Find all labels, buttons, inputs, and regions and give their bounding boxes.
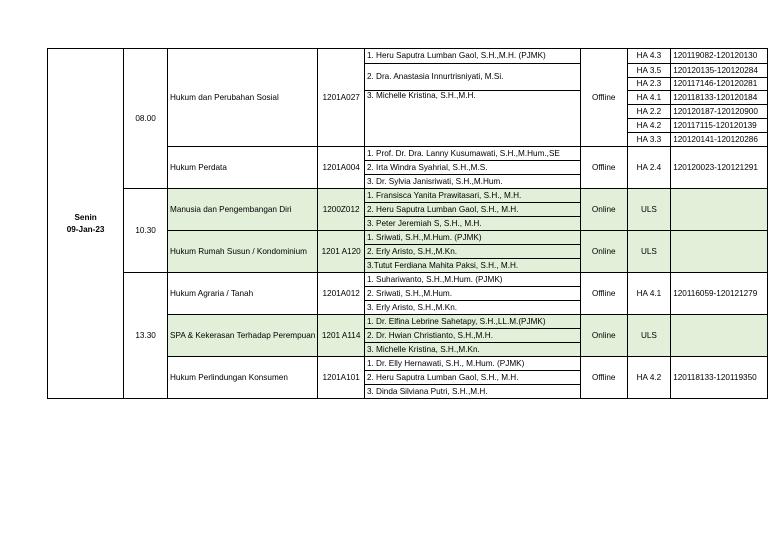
delivery-mode: Online: [580, 231, 627, 273]
lecturer: 3. Michelle Kristina, S.H.,M.Kn.: [364, 343, 580, 357]
table-row: [48, 49, 768, 64]
student-range: 120117115-120120139: [671, 119, 768, 133]
delivery-mode: Offline: [580, 49, 627, 147]
lecturer: 3. Erly Aristo, S.H.,M.Kn.: [364, 301, 580, 315]
student-range: [671, 189, 768, 231]
course-code: 1201A012: [318, 273, 365, 315]
delivery-mode: Offline: [580, 357, 627, 399]
course-name: Hukum Perlindungan Konsumen: [168, 357, 318, 399]
lecturer: 1. Sriwati, S.H.,M.Hum. (PJMK): [364, 231, 580, 245]
lecturer: 1. Prof. Dr. Dra. Lanny Kusumawati, S.H.,M.Hum.,SE: [364, 147, 580, 161]
lecturer: 2. Erly Aristo, S.H.,M.Kn.: [364, 245, 580, 259]
lecturer: 2. Heru Saputra Lumban Gaol, S.H., M.H.: [364, 371, 580, 385]
course-name: Hukum dan Perubahan Sosial: [168, 49, 318, 147]
day-label: Senin: [74, 213, 97, 223]
lecturer: 3. Michelle Kristina, S.H.,M.H.: [364, 91, 580, 147]
course-name: SPA & Kekerasan Terhadap Perempuan: [168, 315, 318, 357]
room: HA 2.4: [627, 147, 671, 189]
lecturer: 1. Suhariwanto, S.H.,M.Hum. (PJMK): [364, 273, 580, 287]
room: ULS: [627, 231, 671, 273]
room: HA 2.2: [627, 105, 671, 119]
lecturer: 1. Dr. Elfina Lebrine Sahetapy, S.H.,LL.M.(PJMK): [364, 315, 580, 329]
room: HA 4.3: [627, 49, 671, 64]
lecturer: 1. Fransisca Yanita Prawitasari, S.H., M.H.: [364, 189, 580, 203]
student-range: [671, 315, 768, 357]
course-code: 1201 A114: [318, 315, 365, 357]
course-name: Hukum Perdata: [168, 147, 318, 189]
room: HA 4.2: [627, 119, 671, 133]
lecturer: 2. Dr. Hwian Christianto, S.H.,M.H.: [364, 329, 580, 343]
lecturer: 2. Sriwati, S.H.,M.Hum.: [364, 287, 580, 301]
lecturer: 1. Heru Saputra Lumban Gaol, S.H.,M.H. (PJMK): [364, 49, 580, 64]
lecturer: 3.Tutut Ferdiana Mahita Paksi, S.H., M.H.: [364, 259, 580, 273]
room: ULS: [627, 315, 671, 357]
room: HA 4.1: [627, 273, 671, 315]
lecturer: 3. Dr. Sylvia Janisriwati, S.H.,M.Hum.: [364, 175, 580, 189]
student-range: 120117146-120120281: [671, 78, 768, 91]
student-range: 120120141-120120286: [671, 133, 768, 147]
student-range: 120120187-120120900: [671, 105, 768, 119]
room: HA 2.3: [627, 78, 671, 91]
room: HA 4.2: [627, 357, 671, 399]
course-code: 1200Z012: [318, 189, 365, 231]
student-range: 120116059-120121279: [671, 273, 768, 315]
session-time: 08.00: [124, 49, 168, 189]
course-code: 1201 A120: [318, 231, 365, 273]
student-range: 120118133-120119350: [671, 357, 768, 399]
student-range: [671, 231, 768, 273]
lecturer: 2. Dra. Anastasia Innurtrisniyati, M.Si.: [364, 64, 580, 91]
student-range: 120120135-120120284: [671, 64, 768, 78]
delivery-mode: Online: [580, 189, 627, 231]
lecturer: 3. Peter Jeremiah S, S.H., M.H.: [364, 217, 580, 231]
day-cell: [48, 49, 124, 399]
course-name: Manusia dan Pengembangan Diri: [168, 189, 318, 231]
room: ULS: [627, 189, 671, 231]
lecturer: 3. Dinda Silviana Putri, S.H.,M.H.: [364, 385, 580, 399]
lecturer: 2. Irta Windra Syahrial, S.H.,M.S.: [364, 161, 580, 175]
student-range: 120119082-120120130: [671, 49, 768, 64]
room: HA 3.3: [627, 133, 671, 147]
lecturer: 1. Dr. Elly Hernawati, S.H., M.Hum. (PJMK): [364, 357, 580, 371]
session-time: 13.30: [124, 273, 168, 399]
date-label: 09-Jan-23: [66, 224, 105, 234]
table-row: [48, 273, 768, 287]
course-code: 1201A101: [318, 357, 365, 399]
student-range: 120118133-120120184: [671, 91, 768, 105]
room: HA 4.1: [627, 91, 671, 105]
delivery-mode: Offline: [580, 147, 627, 189]
course-code: 1201A004: [318, 147, 365, 189]
course-code: 1201A027: [318, 49, 365, 147]
lecturer: 2. Heru Saputra Lumban Gaol, S.H., M.H.: [364, 203, 580, 217]
delivery-mode: Online: [580, 315, 627, 357]
table-row: [48, 189, 768, 203]
schedule-table: [47, 48, 768, 399]
course-name: Hukum Rumah Susun / Kondominium: [168, 231, 318, 273]
session-time: 10.30: [124, 189, 168, 273]
course-name: Hukum Agraria / Tanah: [168, 273, 318, 315]
room: HA 3.5: [627, 64, 671, 78]
student-range: 120120023-120121291: [671, 147, 768, 189]
delivery-mode: Offline: [580, 273, 627, 315]
